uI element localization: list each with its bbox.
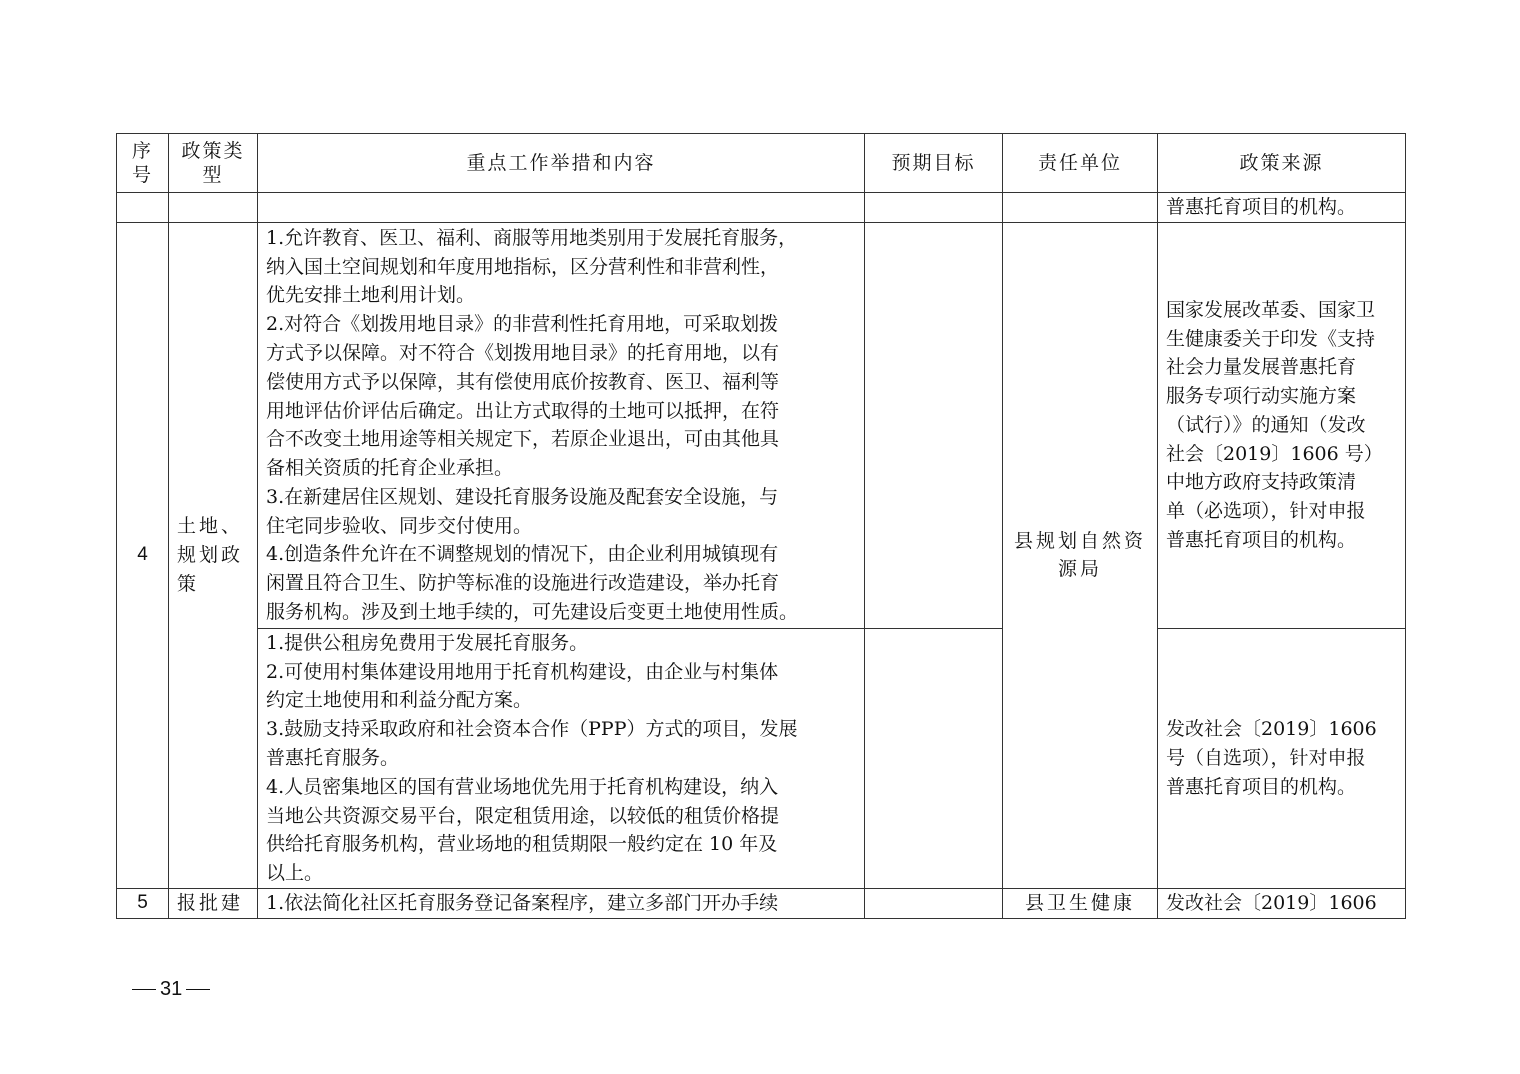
- page-number: [128, 978, 214, 1001]
- row4-source-block1: 国家发展改革委、国家卫 生健康委关于印发《支持 社会力量发展普惠托育 服务专项行动实施方案 （试行）》的通知（发改 社会〔2019〕1606 号） 中地方政府支持政策清 单（必选项），针对申报 普惠托育项目的机构。: [1158, 222, 1406, 628]
- row5-num: 5: [117, 888, 169, 918]
- cont-source-cell: 普惠托育项目的机构。: [1158, 193, 1406, 223]
- row5-type: 报批建: [169, 888, 258, 918]
- row4-goal-block1: [865, 222, 1003, 628]
- policy-table: [116, 133, 1406, 919]
- row4-content-block1: 1.允许教育、医卫、福利、商服等用地类别用于发展托育服务， 纳入国土空间规划和年度用地指标，区分营利性和非营利性， 优先安排土地利用计划。 2.对符合《划拨用地目录》的非营利性托育用地，可采取划拨 方式予以保障。对不符合《划拨用地目录》的托育用地，以有 偿使用方式予以保障，其有偿使用底价按教育、医卫、福利等 用地评估价评估后确定。出让方式取得的土地可以抵押，在符 合不改变土地用途等相关规定下，若原企业退出，可由其他具 备相关资质的托育企业承担。 3.在新建居住区规划、建设托育服务设施及配套安全设施，与 住宅同步验收、同步交付使用。 4.创造条件允许在不调整规划的情况下，由企业利用城镇现有 闲置且符合卫生、防护等标准的设施进行改造建设，举办托育 服务机构。涉及到土地手续的，可先建设后变更土地使用性质。: [258, 222, 865, 628]
- header-unit: 责任单位: [1003, 134, 1158, 193]
- row4-type: 土地、 规划政 策: [169, 222, 258, 888]
- dash-right: [186, 989, 210, 990]
- row5-content: 1.依法简化社区托育服务登记备案程序，建立多部门开办手续: [258, 888, 865, 918]
- header-content: 重点工作举措和内容: [258, 134, 865, 193]
- header-goal: 预期目标: [865, 134, 1003, 193]
- table-row: [117, 628, 1406, 888]
- table-row: [117, 193, 1406, 223]
- header-source: 政策来源: [1158, 134, 1406, 193]
- table-row: [117, 888, 1406, 918]
- table-header-row: [117, 134, 1406, 193]
- row4-content-block2: 1.提供公租房免费用于发展托育服务。 2.可使用村集体建设用地用于托育机构建设，由企业与村集体 约定土地使用和利益分配方案。 3.鼓励支持采取政府和社会资本合作（PPP）方式的项目，发展 普惠托育服务。 4.人员密集地区的国有营业场地优先用于托育机构建设，纳入 当地公共资源交易平台，限定租赁用途，以较低的租赁价格提 供给托育服务机构，营业场地的租赁期限一般约定在 10 年及 以上。: [258, 628, 865, 888]
- row4-num: 4: [117, 222, 169, 888]
- row4-source-block2: 发改社会〔2019〕1606 号（自选项），针对申报 普惠托育项目的机构。: [1158, 628, 1406, 888]
- header-num: 序号: [117, 134, 169, 193]
- row5-unit: 县卫生健康: [1003, 888, 1158, 918]
- table-row: [117, 222, 1406, 628]
- header-type: 政策类型: [169, 134, 258, 193]
- row4-goal-block2: [865, 628, 1003, 888]
- row4-unit: 县规划自然资 源局: [1003, 222, 1158, 888]
- dash-left: [132, 989, 156, 990]
- row5-goal: [865, 888, 1003, 918]
- row5-source: 发改社会〔2019〕1606: [1158, 888, 1406, 918]
- page-number-text: 31: [160, 978, 183, 1000]
